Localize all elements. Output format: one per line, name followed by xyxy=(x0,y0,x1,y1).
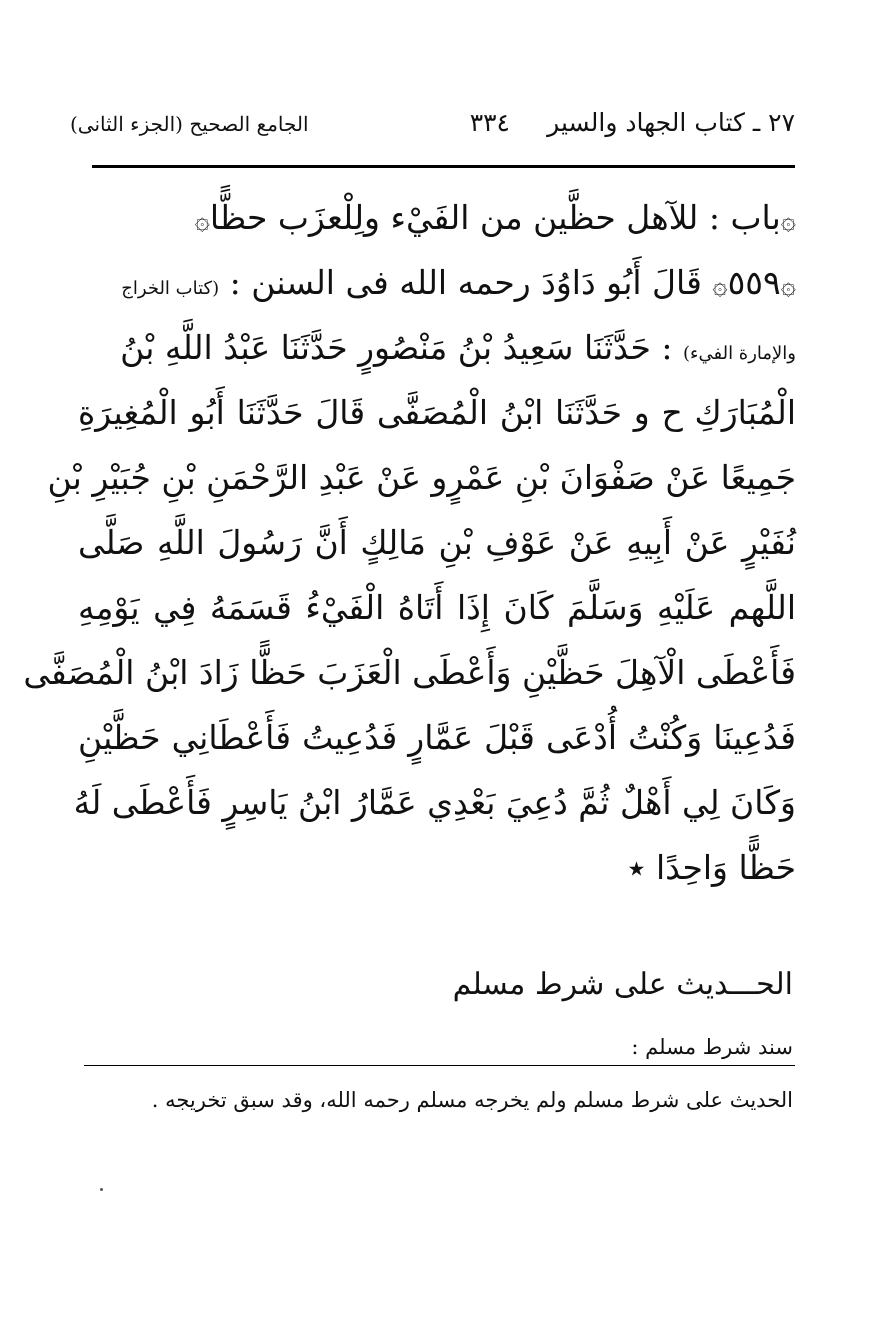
hadith-line: نُفَيْرٍ عَنْ أَبِيهِ عَنْ عَوْفِ بْنِ مَالِكٍ أَنَّ رَسُولَ اللَّهِ صَلَّى xyxy=(78,523,796,562)
main-text xyxy=(23,185,797,900)
hadith-line: فَأَعْطَى الْآهِلَ حَظَّيْنِ وَأَعْطَى الْعَزَبَ حَظًّا زَادَ ابْنُ الْمُصَفَّى xyxy=(23,653,796,692)
bab-title: باب : للآهل حظَّين من الفَيْء ولِلْعزَب حظًّا xyxy=(209,198,781,237)
hadith-number: ٥٥٩ xyxy=(727,263,781,302)
ornament-icon: ۞ xyxy=(712,271,728,301)
header-divider xyxy=(92,165,795,168)
running-header xyxy=(70,108,795,148)
hadith-line: حَظًّا وَاحِدًا ٭ xyxy=(627,848,796,887)
hadith-intro-line xyxy=(78,250,796,315)
hadith-line: الْمُبَارَكِ ح و حَدَّثَنَا ابْنُ الْمُصَفَّى قَالَ حَدَّثَنَا أَبُو الْمُغِيرَةِ xyxy=(78,393,797,432)
bab-heading xyxy=(78,185,796,250)
header-book-title: الجامع الصحيح (الجزء الثانى) xyxy=(70,112,309,136)
hadith-text: : حَدَّثَنَا سَعِيدُ بْنُ مَنْصُورٍ حَدَّثَنَا عَبْدُ اللَّهِ بْنُ xyxy=(120,328,673,367)
header-page-number: ٣٣٤ xyxy=(469,108,510,137)
page-speck xyxy=(100,1188,103,1191)
ornament-icon: ۞ xyxy=(780,206,796,236)
ornament-icon: ۞ xyxy=(194,206,210,236)
sanad-note: الحديث على شرط مسلم ولم يخرجه مسلم رحمه الله، وقد سبق تخريجه . xyxy=(151,1088,793,1112)
hadith-line: فَدُعِينَا وَكُنْتُ أُدْعَى قَبْلَ عَمَّارٍ فَدُعِيتُ فَأَعْطَانِي حَظَّيْنِ xyxy=(78,718,796,757)
source-reference: (كتاب الخراج xyxy=(121,278,220,299)
source-reference: والإمارة الفيء) xyxy=(682,343,796,364)
hadith-grade: الحـــديث على شرط مسلم xyxy=(452,967,793,1002)
sanad-heading: سند شرط مسلم : xyxy=(631,1035,793,1059)
hadith-intro: قَالَ أَبُو دَاوُدَ رحمه الله فى السنن : xyxy=(229,263,702,302)
hadith-line: اللَّهم عَلَيْهِ وَسَلَّمَ كَانَ إِذَا أَتَاهُ الْفَيْءُ قَسَمَهُ فِي يَوْمِهِ xyxy=(78,588,796,627)
hadith-line: وَكَانَ لِي أَهْلٌ ثُمَّ دُعِيَ بَعْدِي عَمَّارُ ابْنُ يَاسِرٍ فَأَعْطَى لَهُ xyxy=(73,783,796,822)
hadith-line xyxy=(78,315,796,380)
ornament-icon: ۞ xyxy=(780,271,796,301)
sanad-divider xyxy=(84,1065,795,1066)
header-chapter-title: ٢٧ ـ كتاب الجهاد والسير xyxy=(547,108,795,137)
hadith-line: جَمِيعًا عَنْ صَفْوَانَ بْنِ عَمْرٍو عَنْ عَبْدِ الرَّحْمَنِ بْنِ جُبَيْرِ بْنِ xyxy=(47,458,796,497)
